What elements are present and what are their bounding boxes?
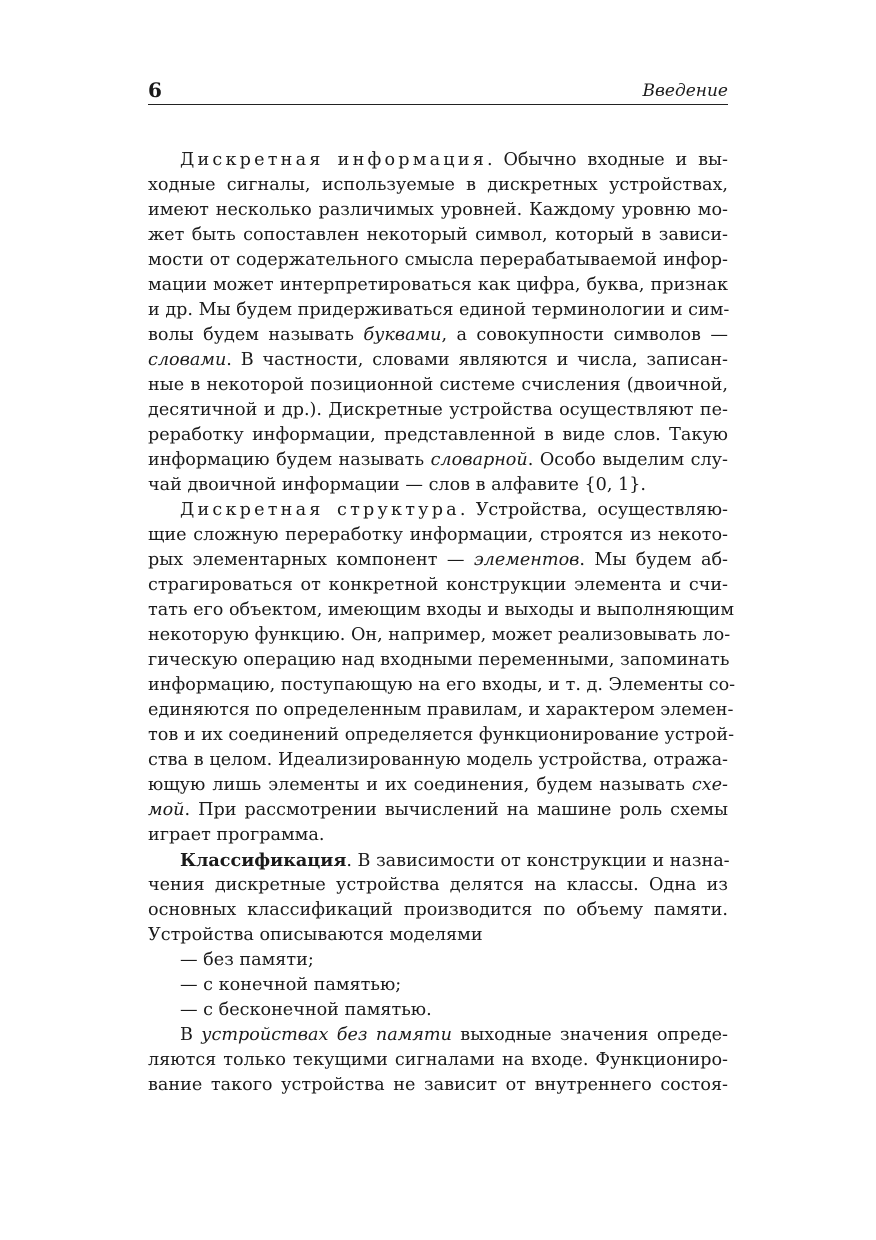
text-line xyxy=(148,148,728,173)
text-run: гическую операцию над входными переменными, запоминать xyxy=(148,650,730,670)
text-line xyxy=(148,398,728,423)
text-line xyxy=(148,198,728,223)
text-run: ные в некоторой позиционной системе счисления (двоичной, xyxy=(148,375,728,395)
text-line xyxy=(148,898,728,923)
page-number: 6 xyxy=(148,78,162,102)
text-run: единяются по определенным правилам, и характером элемен- xyxy=(148,700,734,720)
text-run: ства в целом. Идеализированную модель устройства, отража- xyxy=(148,750,728,770)
text-run: информацию, поступающую на его входы, и т. д. Элементы со- xyxy=(148,675,736,695)
text-line xyxy=(148,573,728,598)
text-line xyxy=(148,1048,728,1073)
text-run: имеют несколько различимых уровней. Каждому уровню мо- xyxy=(148,200,728,220)
text-line xyxy=(148,498,728,523)
text-run: страгироваться от конкретной конструкции элемента и счи- xyxy=(148,575,728,595)
text-line xyxy=(148,873,728,898)
text-line xyxy=(148,723,735,748)
text-line xyxy=(148,673,736,698)
bold-term: Классификация xyxy=(180,850,347,871)
text-line xyxy=(148,748,728,773)
spaced-heading: Дискретная информация xyxy=(180,150,488,170)
text-line xyxy=(148,923,728,948)
text-line xyxy=(148,823,728,848)
text-run: волы будем называть xyxy=(148,325,364,345)
running-title: Введение xyxy=(642,81,728,101)
text-run: — без памяти; xyxy=(180,950,314,970)
text-line xyxy=(148,273,728,298)
text-run: тать его объектом, имеющим входы и выходы и выполняющим xyxy=(148,600,735,620)
italic-term: элементов xyxy=(473,550,580,570)
text-line xyxy=(148,548,728,573)
text-run: основных классификаций производится по объему памяти. xyxy=(148,900,728,920)
text-line xyxy=(148,623,731,648)
text-line xyxy=(148,1073,728,1098)
text-line xyxy=(148,298,728,323)
text-run: В xyxy=(180,1025,202,1045)
text-run: — с конечной памятью; xyxy=(180,975,402,995)
text-line xyxy=(148,973,728,998)
text-run: чения дискретные устройства делятся на классы. Одна из xyxy=(148,875,728,895)
text-run: ляются только текущими сигналами на входе. Функциониро- xyxy=(148,1050,728,1070)
text-run: рых элементарных компонент — xyxy=(148,550,474,570)
text-run: ющую лишь элементы и их соединения, будем называть xyxy=(148,775,692,795)
text-line xyxy=(148,798,728,823)
text-run: . Обычно входные и вы- xyxy=(487,150,728,170)
text-line xyxy=(148,248,728,273)
text-line xyxy=(148,423,728,448)
text-line xyxy=(148,848,728,873)
text-line xyxy=(148,1023,728,1048)
text-run: некоторую функцию. Он, например, может реализовывать ло- xyxy=(148,625,731,645)
text-run: тов и их соединений определяется функционирование устрой- xyxy=(148,725,735,745)
text-run: десятичной и др.). Дискретные устройства осуществляют пе- xyxy=(148,400,728,420)
text-run: и др. Мы будем придерживаться единой терминологии и сим- xyxy=(148,300,730,320)
text-run: . Особо выделим слу- xyxy=(527,450,728,470)
spaced-heading: Дискретная структура xyxy=(180,500,460,520)
italic-term: буквами xyxy=(363,325,442,345)
text-line xyxy=(148,473,728,498)
italic-term: словарной xyxy=(430,450,528,470)
text-line xyxy=(148,373,728,398)
text-line xyxy=(148,998,728,1023)
text-run: играет программа. xyxy=(148,825,325,845)
text-run: . Мы будем аб- xyxy=(579,550,728,570)
running-header xyxy=(148,78,728,105)
text-run: — с бесконечной памятью. xyxy=(180,1000,432,1020)
italic-term: схе- xyxy=(691,775,728,795)
text-line xyxy=(148,348,728,373)
text-line xyxy=(148,448,728,473)
italic-term: устройствах без памяти xyxy=(201,1025,452,1045)
text-run: ходные сигналы, используемые в дискретных устройствах, xyxy=(148,175,728,195)
text-line xyxy=(148,773,728,798)
text-line xyxy=(148,173,728,198)
text-run: . В зависимости от конструкции и назна- xyxy=(346,851,730,871)
text-run: мации может интерпретироваться как цифра, буква, признак xyxy=(148,275,728,295)
text-line xyxy=(148,523,728,548)
body-text xyxy=(148,148,736,1098)
text-line xyxy=(148,698,734,723)
text-run: вание такого устройства не зависит от внутреннего состоя- xyxy=(148,1075,728,1095)
text-run: . Устройства, осуществляю- xyxy=(459,500,728,520)
italic-term: словами xyxy=(148,350,227,370)
text-run: щие сложную переработку информации, строятся из некото- xyxy=(148,525,728,545)
text-run: , а совокупности символов — xyxy=(441,325,728,345)
text-run: жет быть сопоставлен некоторый символ, который в зависи- xyxy=(148,225,728,245)
text-line xyxy=(148,323,728,348)
text-run: . При рассмотрении вычислений на машине роль схемы xyxy=(184,800,728,820)
text-run: чай двоичной информации — слов в алфавите {0, 1}. xyxy=(148,475,647,495)
italic-term: мой xyxy=(148,800,185,820)
text-run: . В частности, словами являются и числа, записан- xyxy=(226,350,728,370)
text-line xyxy=(148,648,728,673)
text-run: выходные значения опреде- xyxy=(451,1025,729,1045)
text-run: реработку информации, представленной в виде слов. Такую xyxy=(148,425,728,445)
text-line xyxy=(148,223,728,248)
text-run: Устройства описываются моделями xyxy=(148,925,483,945)
text-line xyxy=(148,598,735,623)
text-run: мости от содержательного смысла перерабатываемой инфор- xyxy=(148,250,728,270)
text-line xyxy=(148,948,728,973)
text-run: информацию будем называть xyxy=(148,450,431,470)
